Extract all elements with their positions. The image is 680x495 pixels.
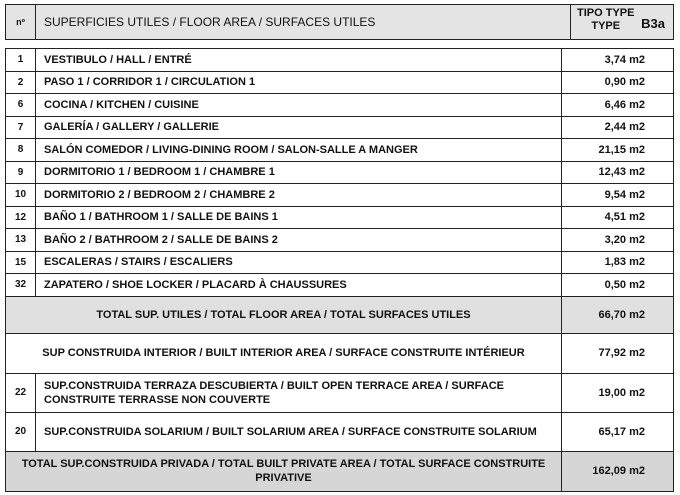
total-useful-value: 66,70 m2 xyxy=(562,296,674,333)
table-row xyxy=(6,206,674,229)
row-value: 6,46 m2 xyxy=(562,94,674,117)
type-column-header xyxy=(571,5,674,40)
row-label: BAÑO 1 / BATHROOM 1 / SALLE DE BAINS 1 xyxy=(36,206,562,229)
description-column-header: SUPERFICIES UTILES / FLOOR AREA / SURFACES UTILES xyxy=(36,5,571,40)
row-value: 2,44 m2 xyxy=(562,116,674,139)
row-number: 2 xyxy=(6,71,36,94)
type-labels xyxy=(577,7,634,33)
solarium-number: 20 xyxy=(6,412,36,451)
table-row xyxy=(6,161,674,184)
terrace-number: 22 xyxy=(6,373,36,412)
row-number: 13 xyxy=(6,229,36,252)
total-private-value: 162,09 m2 xyxy=(562,451,674,491)
terrace-label: SUP.CONSTRUIDA TERRAZA DESCUBIERTA / BUILT OPEN TERRACE AREA / SURFACE CONSTRUITE TERRASSE NON COUVERTE xyxy=(36,373,562,412)
row-label: COCINA / KITCHEN / CUISINE xyxy=(36,94,562,117)
row-label: DORMITORIO 1 / BEDROOM 1 / CHAMBRE 1 xyxy=(36,161,562,184)
solarium-row xyxy=(6,412,674,451)
table-row xyxy=(6,184,674,207)
row-label: BAÑO 2 / BATHROOM 2 / SALLE DE BAINS 2 xyxy=(36,229,562,252)
row-label: PASO 1 / CORRIDOR 1 / CIRCULATION 1 xyxy=(36,71,562,94)
row-number: 12 xyxy=(6,206,36,229)
row-value: 12,43 m2 xyxy=(562,161,674,184)
row-value: 3,74 m2 xyxy=(562,49,674,72)
row-number: 9 xyxy=(6,161,36,184)
row-label: ZAPATERO / SHOE LOCKER / PLACARD À CHAUSSURES xyxy=(36,274,562,297)
table-row xyxy=(6,251,674,274)
row-value: 3,20 m2 xyxy=(562,229,674,252)
type-label-line2: TYPE xyxy=(591,20,621,32)
type-label-line1: TIPO TYPE xyxy=(577,7,635,19)
row-value: 4,51 m2 xyxy=(562,206,674,229)
total-private-label: TOTAL SUP.CONSTRUIDA PRIVADA / TOTAL BUILT PRIVATE AREA / TOTAL SURFACE CONSTRUITE PRIVATIVE xyxy=(6,451,562,491)
row-label: VESTIBULO / HALL / ENTRÉ xyxy=(36,49,562,72)
row-number: 10 xyxy=(6,184,36,207)
row-label: GALERÍA / GALLERY / GALLERIE xyxy=(36,116,562,139)
built-interior-label: SUP CONSTRUIDA INTERIOR / BUILT INTERIOR AREA / SURFACE CONSTRUITE INTÉRIEUR xyxy=(6,333,562,373)
number-column-header: nº xyxy=(6,5,36,40)
built-interior-value: 77,92 m2 xyxy=(562,333,674,373)
table-row xyxy=(6,116,674,139)
terrace-row xyxy=(6,373,674,412)
table-row xyxy=(6,49,674,72)
type-code: B3a xyxy=(641,16,665,31)
row-number: 7 xyxy=(6,116,36,139)
row-number: 1 xyxy=(6,49,36,72)
table-row xyxy=(6,274,674,297)
row-number: 6 xyxy=(6,94,36,117)
table-header xyxy=(5,4,674,40)
row-value: 0,50 m2 xyxy=(562,274,674,297)
solarium-value: 65,17 m2 xyxy=(562,412,674,451)
table-row xyxy=(6,229,674,252)
row-number: 15 xyxy=(6,251,36,274)
row-value: 0,90 m2 xyxy=(562,71,674,94)
row-label: ESCALERAS / STAIRS / ESCALIERS xyxy=(36,251,562,274)
row-value: 9,54 m2 xyxy=(562,184,674,207)
floor-area-table-body xyxy=(6,49,674,492)
row-label: SALÓN COMEDOR / LIVING-DINING ROOM / SALON-SALLE A MANGER xyxy=(36,139,562,162)
total-useful-label: TOTAL SUP. UTILES / TOTAL FLOOR AREA / TOTAL SURFACES UTILES xyxy=(6,296,562,333)
row-number: 32 xyxy=(6,274,36,297)
total-private-row xyxy=(6,451,674,491)
terrace-value: 19,00 m2 xyxy=(562,373,674,412)
table-row xyxy=(6,94,674,117)
solarium-label: SUP.CONSTRUIDA SOLARIUM / BUILT SOLARIUM AREA / SURFACE CONSTRUITE SOLARIUM xyxy=(36,412,562,451)
floor-area-table xyxy=(5,48,674,492)
table-row xyxy=(6,71,674,94)
table-row xyxy=(6,139,674,162)
built-interior-row xyxy=(6,333,674,373)
row-label: DORMITORIO 2 / BEDROOM 2 / CHAMBRE 2 xyxy=(36,184,562,207)
total-useful-row xyxy=(6,296,674,333)
row-value: 21,15 m2 xyxy=(562,139,674,162)
row-value: 1,83 m2 xyxy=(562,251,674,274)
row-number: 8 xyxy=(6,139,36,162)
